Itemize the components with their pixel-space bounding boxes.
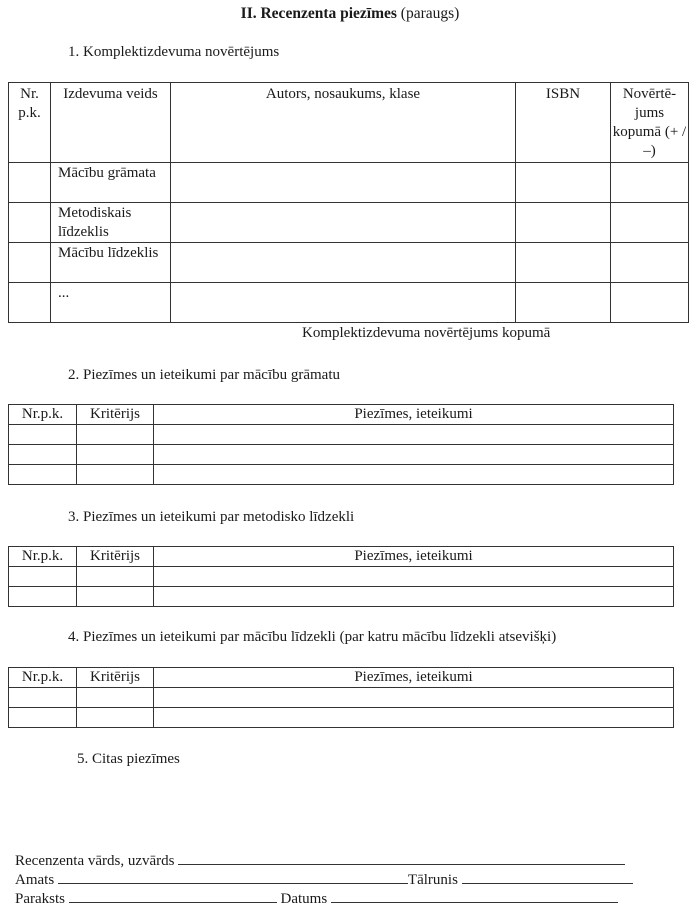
cell-isbn[interactable] xyxy=(516,243,611,283)
row-type: ... xyxy=(51,283,171,323)
table-row xyxy=(9,688,674,708)
row-type: Mācību grāmata xyxy=(51,163,171,203)
cell-notes[interactable] xyxy=(154,425,674,445)
reviewer-name-field[interactable] xyxy=(178,850,625,865)
cell-criterion[interactable] xyxy=(77,587,154,607)
cell-notes[interactable] xyxy=(154,445,674,465)
title-suffix: (paraugs) xyxy=(396,5,460,22)
date-label: Datums xyxy=(280,891,328,907)
cell-nr[interactable] xyxy=(9,708,77,728)
section-4-heading: 4. Piezīmes un ieteikumi par mācību līdzekli (par katru mācību līdzekli atsevišķi) xyxy=(68,629,557,645)
table-row xyxy=(9,465,674,485)
col-header-type: Izdevuma veids xyxy=(51,83,171,163)
cell-nr[interactable] xyxy=(9,465,77,485)
cell-criterion[interactable] xyxy=(77,445,154,465)
reviewer-name-label: Recenzenta vārds, uzvārds xyxy=(15,853,175,869)
cell-nr[interactable] xyxy=(9,425,77,445)
table-row xyxy=(9,567,674,587)
section-1-heading: 1. Komplektizdevuma novērtējums xyxy=(68,44,280,60)
table-header-row xyxy=(9,547,674,567)
date-field[interactable] xyxy=(331,888,618,903)
section-5-heading: 5. Citas piezīmes xyxy=(77,751,180,767)
cell-assessment[interactable] xyxy=(611,243,689,283)
assessment-table xyxy=(8,82,689,323)
cell-isbn[interactable] xyxy=(516,203,611,243)
cell-criterion[interactable] xyxy=(77,567,154,587)
cell-nr[interactable] xyxy=(9,243,51,283)
position-label: Amats xyxy=(15,872,55,888)
cell-notes[interactable] xyxy=(154,465,674,485)
signature-row-reviewer xyxy=(15,850,625,870)
table-header-row xyxy=(9,405,674,425)
title-bold: II. Recenzenta piezīmes xyxy=(240,5,397,22)
cell-nr[interactable] xyxy=(9,587,77,607)
cell-assessment[interactable] xyxy=(611,163,689,203)
table-row xyxy=(9,283,689,323)
cell-criterion[interactable] xyxy=(77,425,154,445)
col-header-nr: Nr.p.k. xyxy=(9,668,77,688)
col-header-nr: Nr.p.k. xyxy=(9,547,77,567)
table-row xyxy=(9,425,674,445)
cell-notes[interactable] xyxy=(154,567,674,587)
cell-notes[interactable] xyxy=(154,587,674,607)
section-2-heading: 2. Piezīmes un ieteikumi par mācību grāmatu xyxy=(68,367,341,383)
col-header-notes: Piezīmes, ieteikumi xyxy=(154,547,674,567)
row-type: Mācību līdzeklis xyxy=(51,243,171,283)
col-header-assessment: Novērtē-jums kopumā (+ / –) xyxy=(611,83,689,163)
signature-field[interactable] xyxy=(69,888,277,903)
cell-nr[interactable] xyxy=(9,445,77,465)
total-assessment-label: Komplektizdevuma novērtējums kopumā xyxy=(302,325,551,341)
phone-label: Tālrunis xyxy=(407,872,458,888)
cell-author[interactable] xyxy=(171,243,516,283)
teaching-aid-notes-table xyxy=(8,667,674,728)
table-header-row xyxy=(9,83,689,163)
page-title xyxy=(0,5,700,23)
cell-author[interactable] xyxy=(171,203,516,243)
cell-notes[interactable] xyxy=(154,708,674,728)
table-row xyxy=(9,203,689,243)
signature-row-position xyxy=(15,869,633,889)
table-row xyxy=(9,243,689,283)
cell-nr[interactable] xyxy=(9,163,51,203)
cell-isbn[interactable] xyxy=(516,163,611,203)
cell-author[interactable] xyxy=(171,283,516,323)
section-3-heading: 3. Piezīmes un ieteikumi par metodisko līdzekli xyxy=(68,509,355,525)
col-header-nr: Nr.p.k. xyxy=(9,405,77,425)
phone-field[interactable] xyxy=(462,869,633,884)
cell-nr[interactable] xyxy=(9,688,77,708)
signature-row-sign xyxy=(15,888,618,908)
cell-assessment[interactable] xyxy=(611,203,689,243)
cell-isbn[interactable] xyxy=(516,283,611,323)
col-header-criterion: Kritērijs xyxy=(77,668,154,688)
position-field[interactable] xyxy=(58,869,408,884)
cell-nr[interactable] xyxy=(9,203,51,243)
col-header-isbn: ISBN xyxy=(516,83,611,163)
cell-notes[interactable] xyxy=(154,688,674,708)
table-row xyxy=(9,587,674,607)
cell-criterion[interactable] xyxy=(77,465,154,485)
col-header-author: Autors, nosaukums, klase xyxy=(171,83,516,163)
col-header-criterion: Kritērijs xyxy=(77,405,154,425)
sign-label: Paraksts xyxy=(15,891,65,907)
cell-assessment[interactable] xyxy=(611,283,689,323)
table-row xyxy=(9,708,674,728)
table-row xyxy=(9,163,689,203)
col-header-notes: Piezīmes, ieteikumi xyxy=(154,668,674,688)
cell-criterion[interactable] xyxy=(77,708,154,728)
col-header-criterion: Kritērijs xyxy=(77,547,154,567)
cell-nr[interactable] xyxy=(9,567,77,587)
row-type: Metodiskais līdzeklis xyxy=(51,203,171,243)
methodology-notes-table xyxy=(8,546,674,607)
table-header-row xyxy=(9,668,674,688)
cell-nr[interactable] xyxy=(9,283,51,323)
col-header-nr: Nr. p.k. xyxy=(9,83,51,163)
cell-author[interactable] xyxy=(171,163,516,203)
textbook-notes-table xyxy=(8,404,674,485)
cell-criterion[interactable] xyxy=(77,688,154,708)
table-row xyxy=(9,445,674,465)
col-header-notes: Piezīmes, ieteikumi xyxy=(154,405,674,425)
